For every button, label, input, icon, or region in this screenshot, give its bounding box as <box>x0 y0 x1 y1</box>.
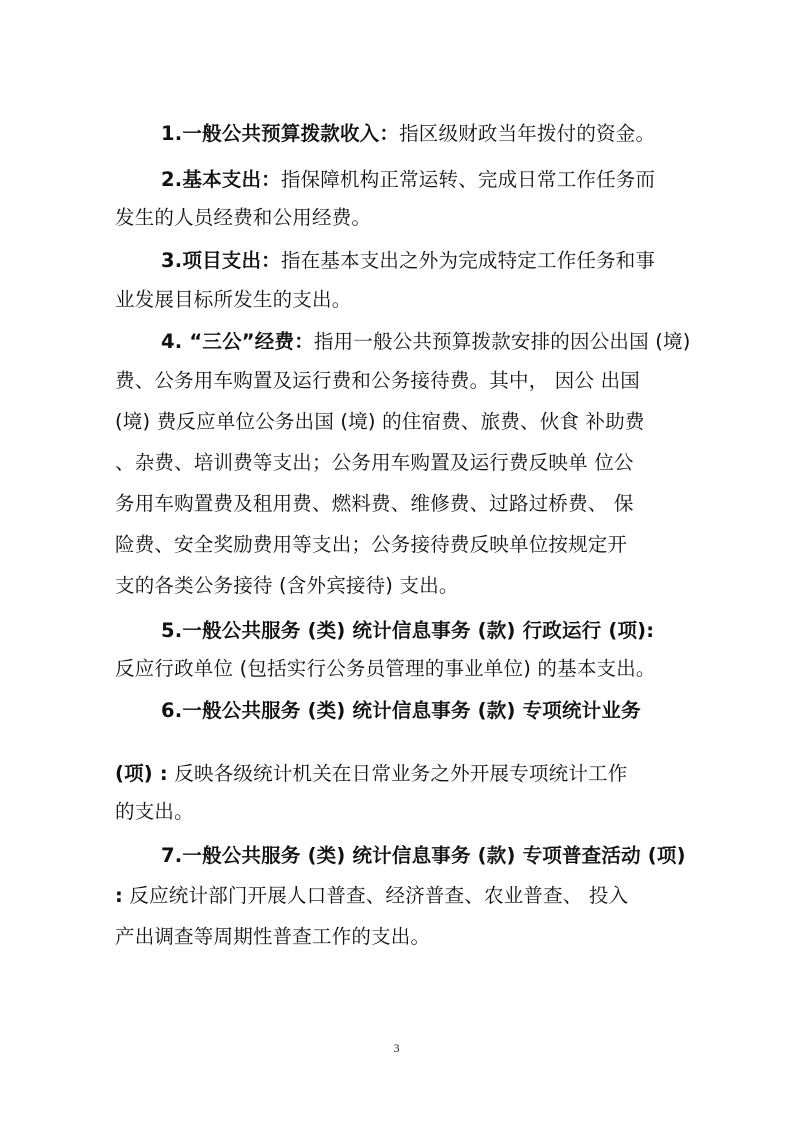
paragraph-7-term: 7.一般公共服务 (类) 统计信息事务 (款) 专项普查活动 (项) <box>161 844 686 867</box>
paragraph-6-term-continued: (项) : <box>115 762 168 785</box>
paragraph-4-line-3: (境) 费反应单位公务出国 (境) 的住宿费、旅费、伙食 补助费 <box>115 410 645 433</box>
paragraph-7-line-1 <box>115 884 628 908</box>
paragraph-1-line-1 <box>161 122 655 146</box>
paragraph-7-term-continued: : <box>115 884 123 907</box>
paragraph-3-line-2: 业发展目标所发生的支出。 <box>115 288 352 311</box>
paragraph-6-term: 6.一般公共服务 (类) 统计信息事务 (款) 专项统计业务 <box>161 699 641 722</box>
paragraph-6-line-2: 的支出。 <box>115 800 194 823</box>
paragraph-4-line-4: 、杂费、培训费等支出；公务用车购置及运行费反映单 位公 <box>115 451 634 474</box>
paragraph-2-line-2: 发生的人员经费和公用经费。 <box>115 206 372 229</box>
paragraph-4-line-6: 险费、安全奖励费用等支出；公务接待费反映单位按规定开 <box>115 533 628 556</box>
paragraph-3-term: 3.项目支出： <box>161 249 281 272</box>
paragraph-7-line-2: 产出调查等周期性普查工作的支出。 <box>115 925 431 948</box>
paragraph-2-term: 2.基本支出： <box>161 168 281 191</box>
paragraph-1-term: 1.一般公共预算拨款收入： <box>161 122 400 145</box>
paragraph-5-term: 5.一般公共服务 (类) 统计信息事务 (款) 行政运行 (项): <box>161 619 655 642</box>
paragraph-1-text: 指区级财政当年拨付的资金。 <box>399 122 656 145</box>
paragraph-4-line-2: 费、公务用车购置及运行费和公务接待费。其中， 因公 出国 <box>115 369 640 392</box>
paragraph-2-text: 指保障机构正常运转、完成日常工作任务而 <box>280 168 656 191</box>
paragraph-2-line-1 <box>161 168 655 192</box>
paragraph-7-text: 反应统计部门开展人口普查、经济普查、农业普查、 投入 <box>129 884 629 907</box>
paragraph-4-line-5: 务用车购置费及租用费、燃料费、维修费、过路过桥费、 保 <box>115 492 634 515</box>
paragraph-4-term: 4. “三公”经费： <box>161 330 314 353</box>
paragraph-3-text: 指在基本支出之外为完成特定工作任务和事 <box>280 249 656 272</box>
paragraph-6-line-1 <box>115 762 627 786</box>
page-number: 3 <box>393 1041 400 1055</box>
paragraph-3-line-1 <box>161 249 655 273</box>
paragraph-4-line-1 <box>161 330 691 354</box>
paragraph-4-line-7: 支的各类公务接待 (含外宾接待) 支出。 <box>115 574 459 597</box>
paragraph-5-line-1: 反应行政单位 (包括实行公务员管理的事业单位) 的基本支出。 <box>115 657 656 680</box>
paragraph-4-text: 指用一般公共预算拨款安排的因公出国 (境) <box>313 330 691 353</box>
paragraph-6-text: 反映各级统计机关在日常业务之外开展专项统计工作 <box>174 762 628 785</box>
